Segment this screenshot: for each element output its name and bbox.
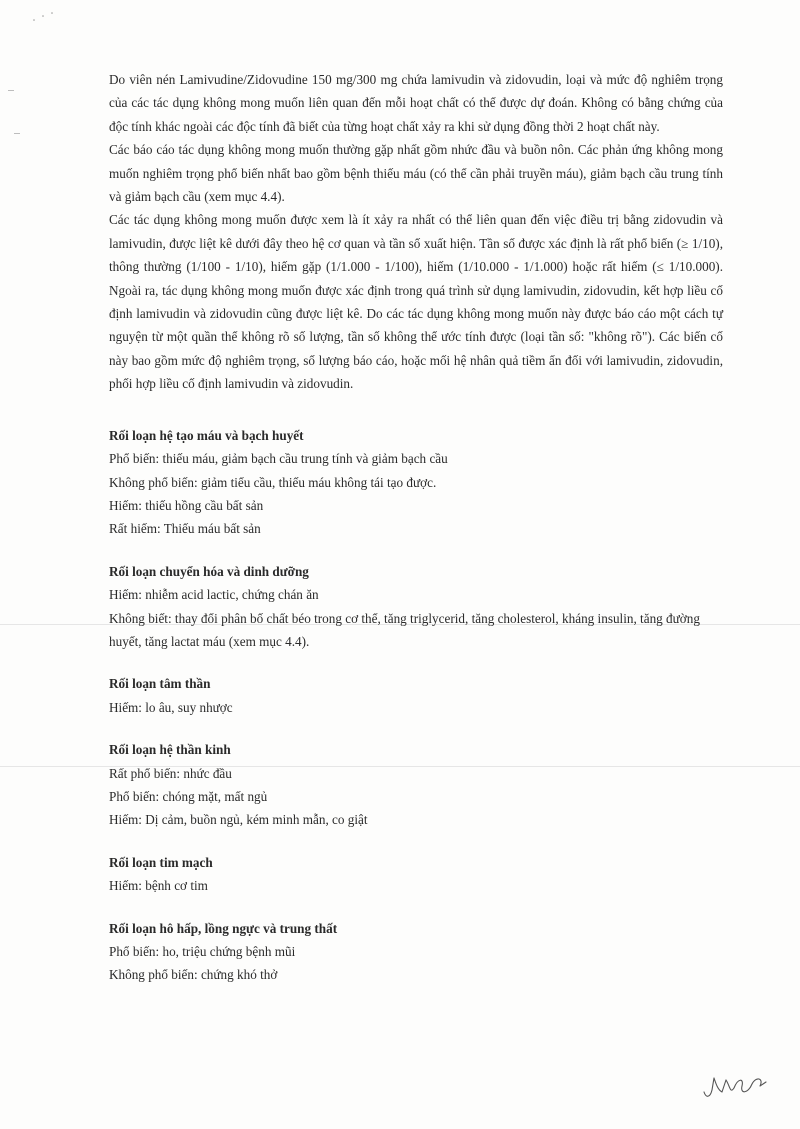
section-title: Rối loạn tim mạch <box>109 854 213 870</box>
section-cardiac <box>109 851 723 898</box>
section-psychiatric <box>109 672 723 719</box>
section-line: Rất phổ biến: nhức đầu <box>109 765 232 781</box>
section-blood-lymph <box>109 424 723 541</box>
section-line: Hiếm: lo âu, suy nhược <box>109 699 233 715</box>
margin-tick <box>8 90 14 91</box>
handwritten-signature <box>700 1068 770 1104</box>
section-title: Rối loạn tâm thần <box>109 676 211 692</box>
section-nervous-system <box>109 738 723 832</box>
intro-paragraph: Do viên nén Lamivudine/Zidovudine 150 mg/300 mg chứa lamivudin và zidovudin, loại và mức độ nghiêm trọng của các tác dụng không mong muốn liên quan đến mỗi hoạt chất có thể được dự đoán. Không có bằng chứng của độc tính khác ngoài các độc tính đã biết của từng hoạt chất xảy ra khi sử dụng đồng thời 2 hoạt chất này. <box>109 72 723 134</box>
section-line: Hiếm: thiếu hồng cầu bất sản <box>109 497 264 513</box>
section-title: Rối loạn hệ thần kinh <box>109 742 231 758</box>
intro-paragraph: Các báo cáo tác dụng không mong muốn thường gặp nhất gồm nhức đầu và buồn nôn. Các phản ứng không mong muốn nghiêm trọng phổ biến nhất bao gồm bệnh thiếu máu (có thể cần phải truyền máu), giảm bạch cầu trung tính và giảm bạch cầu (xem mục 4.4). <box>109 142 723 205</box>
scan-speck-marks <box>30 10 60 24</box>
section-metabolism <box>109 560 723 654</box>
margin-tick <box>14 133 20 134</box>
section-respiratory <box>109 917 723 987</box>
section-line: Không biết: thay đổi phân bố chất béo trong cơ thể, tăng triglycerid, tăng cholesterol, kháng insulin, tăng đường huyết, tăng lactat máu (xem mục 4.4). <box>109 610 700 649</box>
section-line: Phổ biến: ho, triệu chứng bệnh mũi <box>109 944 296 959</box>
section-line: Rất hiếm: Thiếu máu bất sản <box>109 521 261 537</box>
section-title: Rối loạn hệ tạo máu và bạch huyết <box>109 427 304 443</box>
section-line: Không phổ biến: giảm tiểu cầu, thiếu máu không tái tạo được. <box>109 474 437 490</box>
section-line: Hiếm: nhiễm acid lactic, chứng chán ăn <box>109 587 319 603</box>
section-line: Hiếm: bệnh cơ tim <box>109 878 208 894</box>
section-line: Phổ biến: chóng mặt, mất ngủ <box>109 788 268 804</box>
section-line: Hiếm: Dị cảm, buồn ngủ, kém minh mẫn, co giật <box>109 812 368 828</box>
section-title: Rối loạn chuyển hóa và dinh dưỡng <box>109 563 309 579</box>
section-line: Không phổ biến: chứng khó thở <box>109 967 278 983</box>
document-body <box>109 68 723 987</box>
section-title: Rối loạn hô hấp, lồng ngực và trung thất <box>109 920 338 936</box>
intro-paragraph: Các tác dụng không mong muốn được xem là ít xảy ra nhất có thể liên quan đến việc điều trị bằng zidovudin và lamivudin, được liệt kê dưới đây theo hệ cơ quan và tần số xuất hiện. Tần số được xác định là rất phổ biến (≥ 1/10), thông thường (1/100 - 1/10), hiếm gặp (1/1.000 - 1/100), hiếm (1/10.000 - 1/1.000) hoặc rất hiếm (≤ 1/10.000). Ngoài ra, tác dụng không mong muốn được xác định trong quá trình sử dụng lamivudin, zidovudin, kết hợp liều cố định lamivudin và zidovudin cũng được liệt kê. Do các tác dụng không mong muốn này được báo cáo một cách tự nguyện từ một quần thể không rõ số lượng, tần số không thể ước tính được (loại tần số: "không rõ"). Các biến cố này bao gồm mức độ nghiêm trọng, số lượng báo cáo, hoặc mối hệ nhân quả tiềm ẩn đối với lamivudin, zidovudin, phối hợp liều cố định lamivudin và zidovudin. <box>109 212 723 392</box>
section-line: Phổ biến: thiếu máu, giảm bạch cầu trung tính và giảm bạch cầu <box>109 451 448 467</box>
